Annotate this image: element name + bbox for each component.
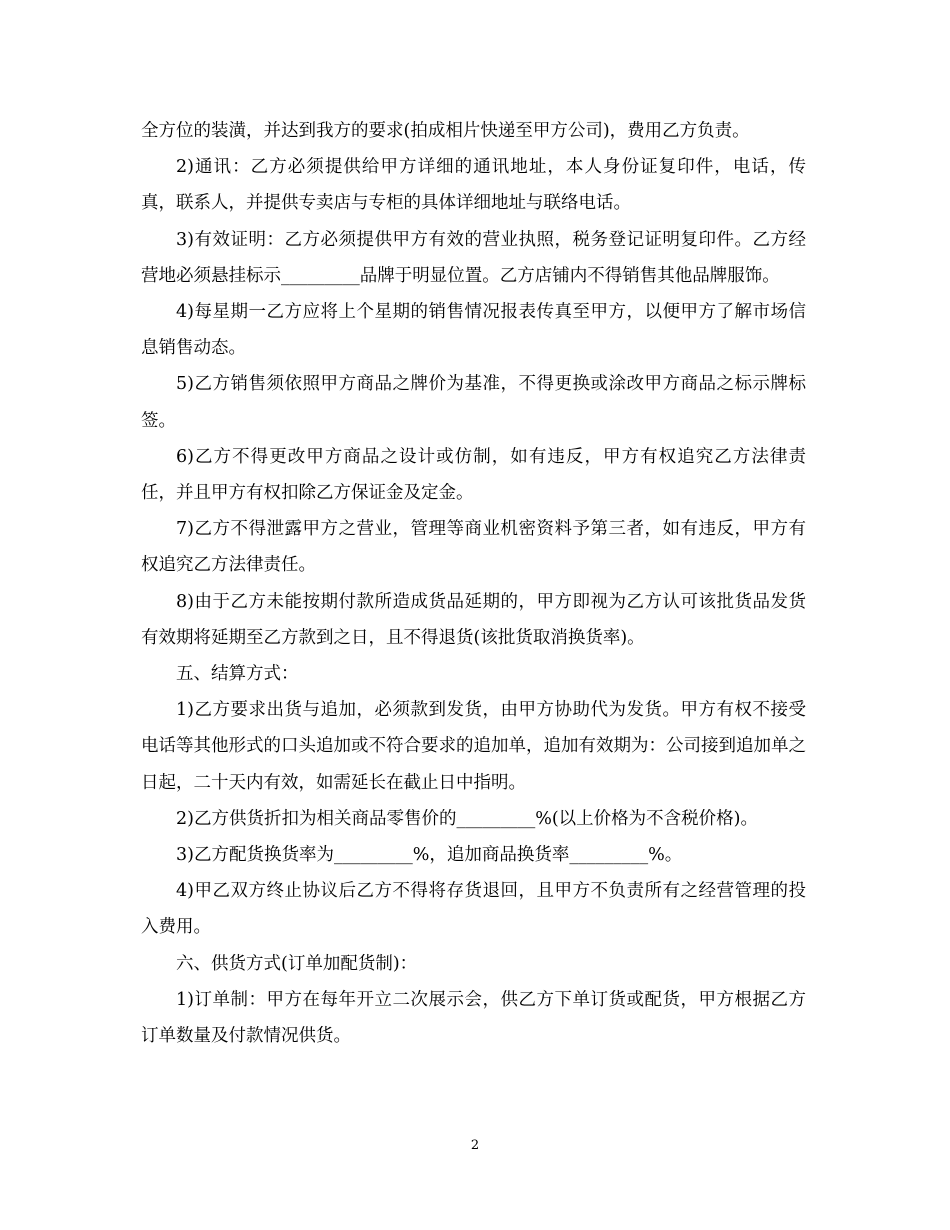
- paragraph: 2)乙方供货折扣为相关商品零售价的_________%(以上价格为不含税价格)。: [176, 808, 758, 829]
- paragraph: 2)通讯：乙方必须提供给甲方详细的通讯地址，本人身份证复印件，电话，传真，联系人，并提供专卖店与专柜的具体详细地址与联络电话。: [141, 157, 806, 214]
- section-heading: 六、供货方式(订单加配货制)：: [176, 953, 418, 974]
- paragraph: 4)甲乙双方终止协议后乙方不得将存货退回，且甲方不负责所有之经营管理的投入费用。: [141, 881, 806, 938]
- page-number: 2: [470, 1138, 480, 1153]
- paragraph: 8)由于乙方未能按期付款所造成货品延期的，甲方即视为乙方认可该批货品发货有效期将延期至乙方款到之日，且不得退货(该批货取消换货率)。: [141, 591, 806, 648]
- paragraph: 4)每星期一乙方应将上个星期的销售情况报表传真至甲方，以便甲方了解市场信息销售动态。: [141, 302, 806, 359]
- paragraph: 3)乙方配货换货率为_________%，追加商品换货率_________%。: [176, 845, 683, 866]
- paragraph: 3)有效证明：乙方必须提供甲方有效的营业执照，税务登记证明复印件。乙方经营地必须悬挂标示_________品牌于明显位置。乙方店铺内不得销售其他品牌服饰。: [141, 229, 806, 286]
- paragraph: 6)乙方不得更改甲方商品之设计或仿制，如有违反，甲方有权追究乙方法律责任，并且甲方有权扣除乙方保证金及定金。: [141, 446, 806, 504]
- document-body: [141, 113, 806, 1054]
- section-heading: 五、结算方式：: [176, 664, 299, 685]
- paragraph: 5)乙方销售须依照甲方商品之牌价为基准，不得更换或涂改甲方商品之标示牌标签。: [141, 374, 806, 431]
- paragraph: 1)订单制：甲方在每年开立二次展示会，供乙方下单订货或配货，甲方根据乙方订单数量及付款情况供货。: [141, 989, 806, 1047]
- paragraph: 全方位的装潢，并达到我方的要求(拍成相片快递至甲方公司)，费用乙方负责。: [141, 121, 750, 141]
- paragraph: 7)乙方不得泄露甲方之营业，管理等商业机密资料予第三者，如有违反，甲方有权追究乙方法律责任。: [141, 519, 806, 576]
- paragraph: 1)乙方要求出货与追加，必须款到发货，由甲方协助代为发货。甲方有权不接受电话等其他形式的口头追加或不符合要求的追加单，追加有效期为：公司接到追加单之日起，二十天内有效，如需延长在截止日中指明。: [141, 700, 806, 793]
